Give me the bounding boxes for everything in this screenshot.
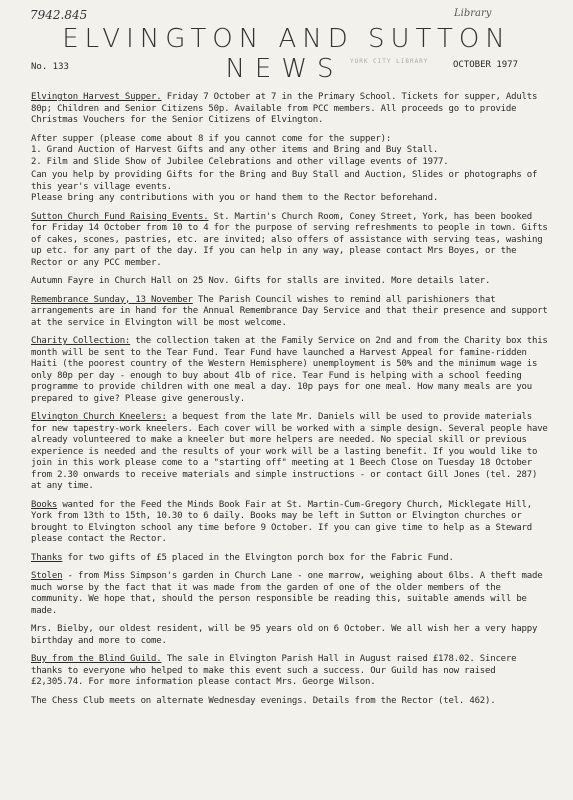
item-heading: Buy from the Blind Guild.	[31, 654, 162, 664]
item-heading: Books	[31, 499, 58, 510]
kneelers-item	[31, 412, 551, 493]
item-heading: Remembrance Sunday, 13 November	[31, 294, 193, 305]
item-heading: Elvington Church Kneelers:	[31, 412, 167, 422]
bielby-item	[31, 624, 551, 647]
list-item: 1. Grand Auction of Harvest Gifts and any other items and Bring and Buy Stall.	[31, 145, 439, 155]
list-item: 2. Film and Slide Show of Jubilee Celebrations and other village events of 1977.	[31, 156, 449, 167]
item-text: a bequest from the late Mr. Daniels will be used to provide materials for new tapestry-work kneelers. Each cover will be worked with a simple design. Several people have already volunteered to make a kneeler but more helpers are needed. No special skill or previous experience is needed and the results of your work will be a lasting benefit. If you would like to join in this work please come to a "starting off" meeting at 1 Beech Close on Tuesday 18 October from 2.30 onwards to receive materials and simple instructions - or contact Gill Jones (tel. 287) at any time.	[31, 412, 548, 491]
item-text: The Chess Club meets on alternate Wednesday evenings. Details from the Rector (tel. 462).	[31, 695, 496, 706]
item-heading: Elvington Harvest Supper.	[31, 92, 162, 102]
item-text: Can you help by providing Gifts for the Bring and Buy Stall and Auction, Slides or photographs of this year's village events.	[31, 170, 538, 192]
issue-date: OCTOBER 1977	[453, 60, 519, 70]
item-text: the collection taken at the Family Service on 2nd and from the Charity box this month will be sent to the Tear Fund. Tear Fund have launched a Harvest Appeal for famine-ridden Haiti (the poorest country of the Western Hemisphere) unemployment is 50% and the minimum wage is only 80p per day - enough to buy about 4lb of rice. Tear Fund is helping with a school feeding programme to provide children with one meal a day. 10p pays for one meal. How many meals are you prepared to give? Please give generously.	[31, 336, 548, 404]
item-text: Friday 7 October at 7 in the Primary School. Tickets for supper, Adults 80p; Children and Senior Citizens 50p. Available from PCC members. All proceeds go to provide Christmas Vouchers for the Senior Citizens of Elvington.	[31, 92, 538, 125]
item-text: - from Miss Simpson's garden in Church Lane - one marrow, weighing about 6lbs. A theft made much worse by the fact that it was made from the garden of one of the older members of the community. We hope that, should the person responsible be reading this, suitable amends will be made.	[31, 571, 543, 616]
item-text: Please bring any contributions with you or hand them to the Rector beforehand.	[31, 193, 439, 203]
blind-guild-item	[31, 654, 551, 689]
item-text: Mrs. Bielby, our oldest resident, will be 95 years old on 6 October. We all wish her a very happy birthday and more to come.	[31, 624, 538, 646]
item-text: Autumn Fayre in Church Hall on 25 Nov. Gifts for stalls are invited. More details later.	[31, 276, 491, 286]
item-heading: Sutton Church Fund Raising Events.	[31, 211, 209, 222]
issue-number: No. 133	[31, 62, 69, 72]
sutton-fund-item	[31, 212, 551, 270]
item-text: St. Martin's Church Room, Coney Street, York, has been booked for Friday 14 October from 10 to 4 for the purpose of serving refreshments to people in town. Gifts of cakes, scones, pastries, etc. are invited; also offers of assistance with serving teas, washing up etc. for any part of the day. If you can help in any way, please contact Mrs Boyes, or the Rector or any PCC member.	[31, 211, 548, 268]
chess-club-item	[31, 696, 551, 708]
handwritten-reference-number: 7942.845	[30, 8, 88, 22]
after-supper-item	[31, 134, 551, 169]
item-text: After supper (please come about 8 if you cannot come for the supper):	[31, 133, 392, 144]
thanks-item	[31, 553, 551, 565]
masthead-title: ELVINGTON AND SUTTON	[62, 24, 511, 54]
item-heading: Stolen	[31, 571, 63, 581]
harvest-supper-item	[31, 92, 551, 127]
item-text: for two gifts of £5 placed in the Elvington porch box for the Fabric Fund.	[67, 552, 454, 563]
item-text: wanted for the Feed the Minds Book Fair at St. Martin-Cum-Gregory Church, Micklegate Hill, York from 13th to 15th, 10.30 to 6 daily. Books may be left in Sutton or Elvington churches or brought to Elvington school any time before 9 October. If you can give time to help as a Steward please contact the Rector.	[31, 499, 532, 544]
library-stamp: YORK CITY LIBRARY	[350, 58, 429, 65]
charity-item	[31, 336, 551, 405]
item-heading: Charity Collection:	[31, 336, 131, 346]
item-heading: Thanks	[31, 552, 63, 563]
books-item	[31, 500, 551, 546]
remembrance-item	[31, 295, 551, 330]
handwritten-library-note: Library	[454, 8, 492, 19]
masthead-subtitle: NEWS	[225, 54, 344, 84]
newsletter-body	[31, 92, 551, 714]
help-item	[31, 170, 551, 205]
autumn-fayre-item	[31, 276, 551, 288]
item-text: The sale in Elvington Parish Hall in August raised £178.02. Sincere thanks to everyone who helped to make this event such a success. Our Guild has now raised £2,305.74. For more information please contact Mrs. George Wilson.	[31, 654, 517, 687]
stolen-item	[31, 571, 551, 617]
item-text: The Parish Council wishes to remind all parishioners that arrangements are in hand for the Annual Remembrance Day Service and that their presence and support at the service in Elvington will be most welcome.	[31, 294, 548, 328]
